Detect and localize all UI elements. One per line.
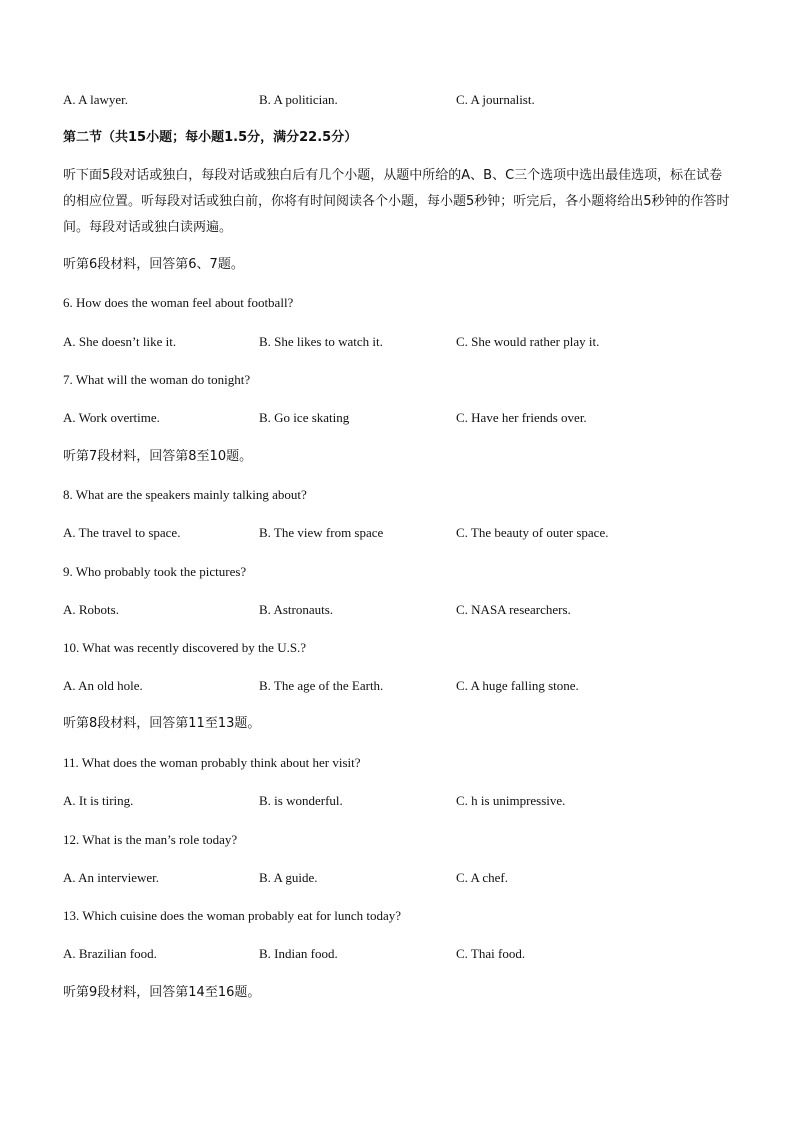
question-10: 10. What was recently discovered by the U.S.? xyxy=(63,640,307,655)
q9-option-c: C. NASA researchers. xyxy=(456,602,571,617)
q5-option-a: A. A lawyer. xyxy=(63,92,128,107)
question-13: 13. Which cuisine does the woman probably eat for lunch today? xyxy=(63,908,402,923)
material-7-heading: 听第7段材料，回答第8至10题。 xyxy=(63,449,253,464)
section-instructions: 听下面5段对话或独白，每段对话或独白后有几个小题，从题中所给的A、B、C三个选项中选出最佳选项，标在试卷的相应位置。听每段对话或独白前，你将有时间阅读各个小题，每小题5秒钟；听完后，各小题将给出5秒钟的作答时间。每段对话或独白读两遍。 xyxy=(63,168,730,235)
q12-option-b: B. A guide. xyxy=(259,870,318,885)
question-11: 11. What does the woman probably think about her visit? xyxy=(63,755,361,770)
q5-option-c: C. A journalist. xyxy=(456,92,535,107)
question-6: 6. How does the woman feel about football? xyxy=(63,295,294,310)
material-9-heading: 听第9段材料，回答第14至16题。 xyxy=(63,985,261,1000)
q9-option-b: B. Astronauts. xyxy=(259,602,334,617)
material-6-heading: 听第6段材料，回答第6、7题。 xyxy=(63,257,244,272)
q10-option-b: B. The age of the Earth. xyxy=(259,678,384,693)
q11-option-c: C. h is unimpressive. xyxy=(456,793,566,808)
q8-option-a: A. The travel to space. xyxy=(63,525,181,540)
q7-option-a: A. Work overtime. xyxy=(63,410,160,425)
q7-option-b: B. Go ice skating xyxy=(259,410,350,425)
q11-option-b: B. is wonderful. xyxy=(259,793,343,808)
q6-option-b: B. She likes to watch it. xyxy=(259,334,383,349)
question-12: 12. What is the man’s role today? xyxy=(63,832,238,847)
q9-option-a: A. Robots. xyxy=(63,602,119,617)
q13-option-b: B. Indian food. xyxy=(259,946,338,961)
q12-option-c: C. A chef. xyxy=(456,870,508,885)
q10-option-c: C. A huge falling stone. xyxy=(456,678,579,693)
q8-option-b: B. The view from space xyxy=(259,525,384,540)
q11-option-a: A. It is tiring. xyxy=(63,793,134,808)
q10-option-a: A. An old hole. xyxy=(63,678,143,693)
question-9: 9. Who probably took the pictures? xyxy=(63,564,247,579)
section-title: 第二节（共15小题；每小题1.5分，满分22.5分） xyxy=(63,130,358,145)
q5-option-b: B. A politician. xyxy=(259,92,338,107)
q13-option-c: C. Thai food. xyxy=(456,946,526,961)
question-8: 8. What are the speakers mainly talking about? xyxy=(63,487,307,502)
q13-option-a: A. Brazilian food. xyxy=(63,946,157,961)
q12-option-a: A. An interviewer. xyxy=(63,870,160,885)
q6-option-c: C. She would rather play it. xyxy=(456,334,600,349)
q8-option-c: C. The beauty of outer space. xyxy=(456,525,609,540)
q6-option-a: A. She doesn’t like it. xyxy=(63,334,177,349)
question-7: 7. What will the woman do tonight? xyxy=(63,372,251,387)
material-8-heading: 听第8段材料，回答第11至13题。 xyxy=(63,716,261,731)
q7-option-c: C. Have her friends over. xyxy=(456,410,587,425)
